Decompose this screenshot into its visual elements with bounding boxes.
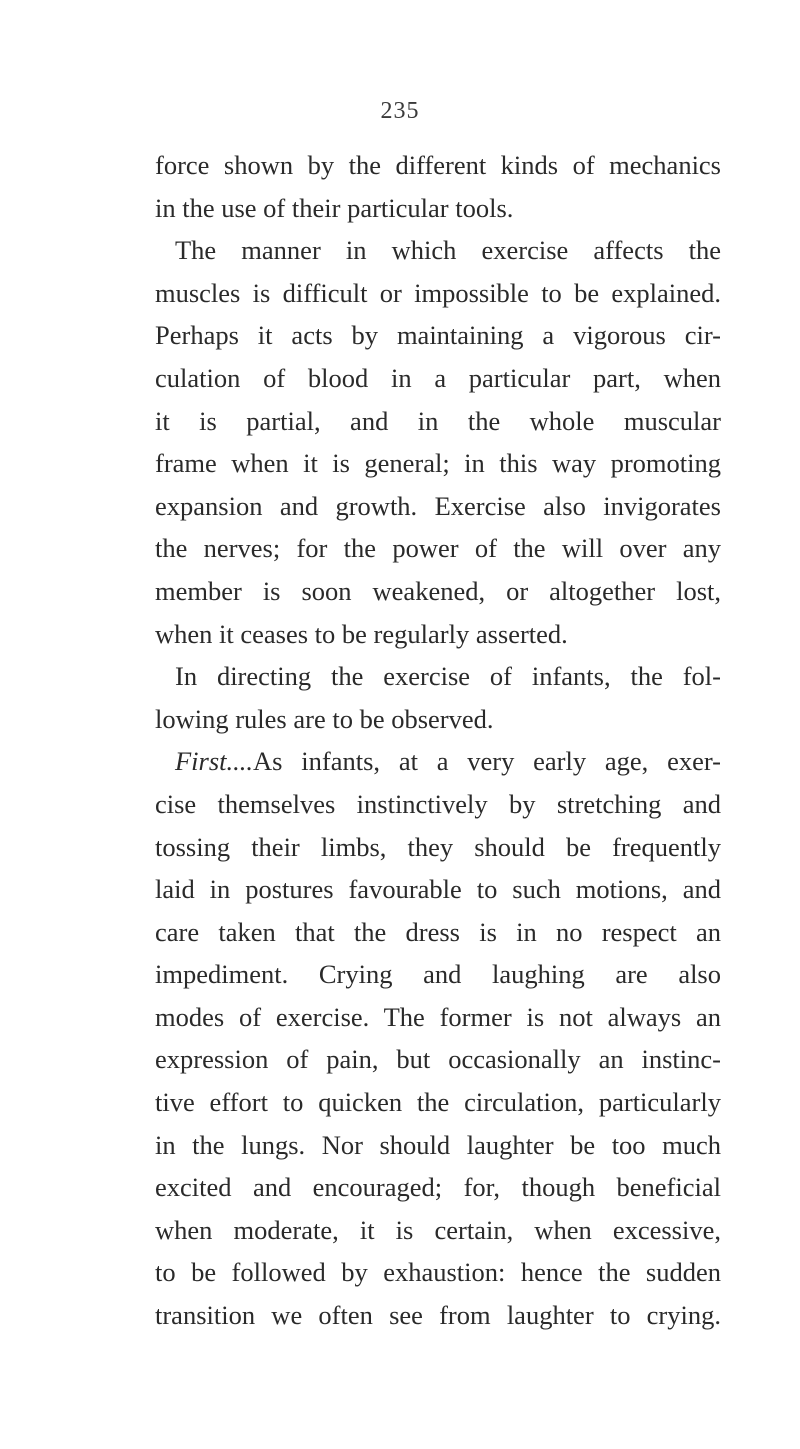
text-line: expansion and growth. Exercise also invigorates bbox=[155, 490, 721, 521]
text-line: tossing their limbs, they should be frequently bbox=[155, 831, 721, 862]
text-line: the nerves; for the power of the will over any bbox=[155, 533, 721, 564]
text-line-rest: As infants, at a very early age, exer- bbox=[253, 746, 721, 777]
text-line: transition we often see from laughter to crying. bbox=[155, 1300, 721, 1331]
text-line: The manner in which exercise affects the bbox=[175, 235, 721, 266]
text-line: force shown by the different kinds of mechanics bbox=[155, 150, 721, 180]
section-marker-first: First.... bbox=[175, 746, 254, 777]
text-line: care taken that the dress is in no respect an bbox=[155, 916, 721, 947]
text-line: it is partial, and in the whole muscular bbox=[155, 405, 721, 436]
body-text bbox=[155, 144, 721, 1337]
text-line: expression of pain, but occasionally an instinc- bbox=[155, 1044, 721, 1075]
text-line: laid in postures favourable to such motions, and bbox=[155, 874, 721, 905]
text-line: in the lungs. Nor should laughter be too much bbox=[155, 1129, 721, 1160]
text-line: lowing rules are to be observed. bbox=[155, 703, 494, 734]
text-line: culation of blood in a particular part, when bbox=[155, 362, 721, 393]
text-line: member is soon weakened, or altogether lost, bbox=[155, 575, 721, 606]
text-line: in the use of their particular tools. bbox=[155, 192, 514, 223]
text-line: tive effort to quicken the circulation, particularly bbox=[155, 1087, 721, 1118]
text-line: when moderate, it is certain, when excessive, bbox=[155, 1214, 721, 1245]
text-line: muscles is difficult or impossible to be explained. bbox=[155, 277, 721, 308]
text-line: In directing the exercise of infants, the fol- bbox=[175, 661, 721, 692]
text-line: to be followed by exhaustion: hence the sudden bbox=[155, 1257, 721, 1288]
page-number: 235 bbox=[380, 98, 420, 124]
text-line: modes of exercise. The former is not always an bbox=[155, 1001, 721, 1032]
text-line: excited and encouraged; for, though beneficial bbox=[155, 1172, 721, 1203]
text-line: cise themselves instinctively by stretching and bbox=[155, 788, 721, 819]
text-line: frame when it is general; in this way promoting bbox=[155, 448, 721, 479]
text-line: Perhaps it acts by maintaining a vigorous cir- bbox=[155, 320, 721, 351]
text-line: impediment. Crying and laughing are also bbox=[155, 959, 721, 990]
text-line: when it ceases to be regularly asserted. bbox=[155, 618, 568, 649]
text-line bbox=[155, 740, 721, 783]
